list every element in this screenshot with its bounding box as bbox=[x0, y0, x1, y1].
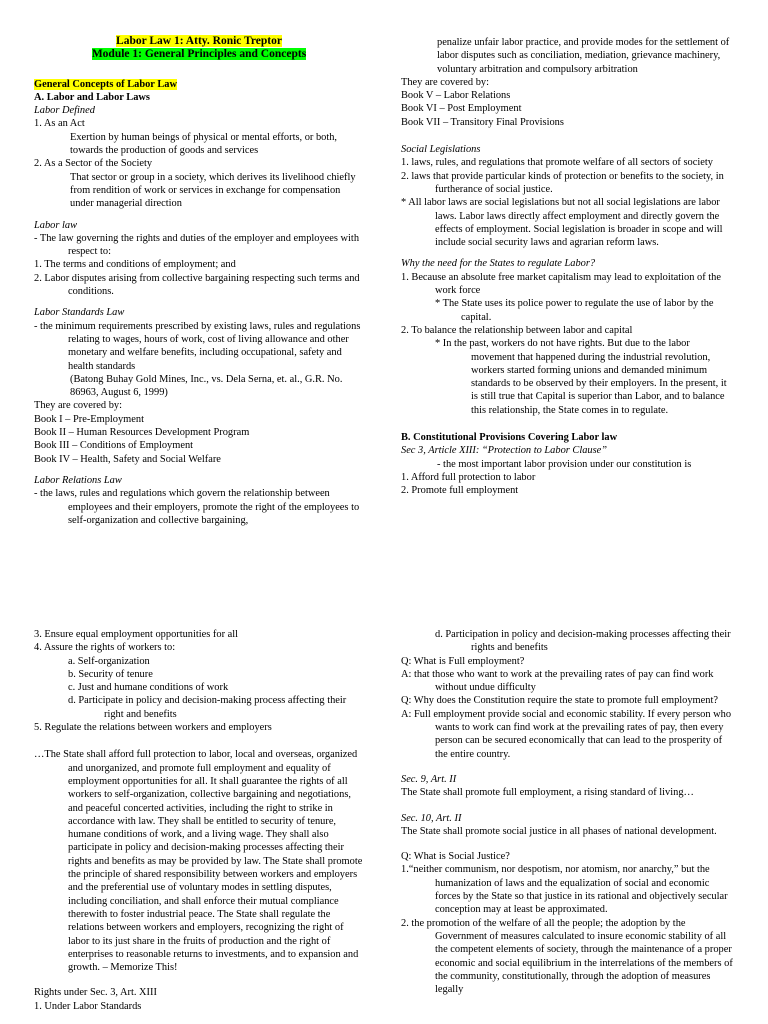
item-3: 3. Ensure equal employment opportunities for all bbox=[34, 629, 239, 640]
item-4d: d. Participate in policy and decision-making process affecting their right and benefits bbox=[68, 695, 347, 720]
labor-law-item-1: 1. The terms and conditions of employment; and bbox=[34, 259, 236, 271]
why-item-2-note: * In the past, workers do not have rights. But due to the labor movement that happened during the industrial revolution, workers started forming unions and demanded minimum standards to be observed by their employers. In the present, it is still true that Capital is superior than Labor, and to balance this relationship, the State comes in to regulate. bbox=[435, 338, 727, 416]
page1-right-column bbox=[401, 36, 735, 498]
labor-law-text: - The law governing the rights and duties of the employer and employees with respect to: bbox=[34, 232, 360, 258]
book-6: Book VI – Post Employment bbox=[401, 103, 522, 115]
item-4: 4. Assure the rights of workers to: bbox=[34, 642, 176, 654]
item-4c: c. Just and humane conditions of work bbox=[68, 682, 229, 694]
relations-law-text: - the laws, rules and regulations which govern the relationship between employees and their employers, promote the right of the employees to self-organization and collective bargaining, bbox=[34, 488, 360, 526]
section-a-heading: A. Labor and Labor Laws bbox=[34, 91, 150, 103]
answer-1: A: that those who want to work at the prevailing rates of pay can find work without undue difficulty bbox=[401, 668, 714, 694]
sec3-item-2: 2. Promote full employment bbox=[401, 485, 519, 497]
standards-law-heading: Labor Standards Law bbox=[34, 307, 125, 319]
social-leg-item-2: 2. laws that provide particular kinds of protection or benefits to the society, in furtherance of social justice. bbox=[401, 170, 724, 195]
social-justice-2: 2. the promotion of the welfare of all the people; the adoption by the Government of measures calculated to insure economic stability of all the competent elements of society, through the maintenance of a proper economic and social equilibrium in the interrelations of the members of the community, constitutionally, through the adoption of measures legally bbox=[401, 917, 733, 996]
labor-law-heading: Labor law bbox=[34, 219, 78, 231]
book-3: Book III – Conditions of Employment bbox=[34, 440, 194, 452]
item-4d-continued: d. Participation in policy and decision-making processes affecting their rights and benefits bbox=[435, 629, 731, 654]
doc-header bbox=[34, 35, 364, 62]
book-4: Book IV – Health, Safety and Social Welfare bbox=[34, 453, 221, 465]
why-item-1-note: * The State uses its police power to regulate the use of labor by the capital. bbox=[435, 298, 714, 323]
book-7: Book VII – Transitory Final Provisions bbox=[401, 116, 564, 128]
sec3-text: - the most important labor provision under our constitution is bbox=[437, 458, 692, 470]
section-b-heading: B. Constitutional Provisions Covering Labor law bbox=[401, 432, 618, 444]
sec9-heading: Sec. 9, Art. II bbox=[401, 773, 457, 785]
under-labor-standards: 1. Under Labor Standards bbox=[34, 1000, 142, 1012]
covered-by-label-2: They are covered by: bbox=[401, 76, 489, 88]
social-leg-note: * All labor laws are social legislations but not all social legislations are labor laws. Labor laws directly affect employment and directly govern the effects of employment. Social legislation is broader in scope and will include social security laws and agrarian reform laws. bbox=[401, 197, 723, 249]
book-2: Book II – Human Resources Development Program bbox=[34, 427, 250, 439]
labor-law-item-2: 2. Labor disputes arising from collective bargaining respecting such terms and conditions. bbox=[34, 272, 360, 298]
as-sector-text: That sector or group in a society, which derives its livelihood chiefly from rendition of work or services in exchange for compensation under managerial direction bbox=[70, 171, 356, 210]
sec10-text: The State shall promote social justice in all phases of national development. bbox=[401, 825, 717, 837]
item-4a: a. Self-organization bbox=[68, 655, 150, 667]
why-regulate-heading: Why the need for the States to regulate Labor? bbox=[401, 258, 596, 270]
as-act-item: 1. As an Act bbox=[34, 118, 85, 130]
social-leg-item-1: 1. laws, rules, and regulations that promote welfare of all sectors of society bbox=[401, 157, 713, 169]
sec3-heading: Sec 3, Article XIII: “Protection to Labor Clause” bbox=[401, 445, 608, 457]
general-concepts-heading: General Concepts of Labor Law bbox=[34, 78, 177, 90]
constitution-quote: …The State shall afford full protection to labor, local and overseas, organized and unorganized, and promote full employment and equality of employment opportunities for all. It shall guarantee the rights of all workers to self-organization, collective bargaining and negotiations, and peaceful concerted activities, including the right to strike in accordance with law. They shall be entitled to security of tenure, humane conditions of work, and a living wage. They shall also participate in policy and decision-making processes affecting their rights and benefits as may be provided by law. The State shall promote the principle of shared responsibility between workers and employers and the preferential use of voluntary modes in settling disputes, including conciliation, and shall enforce their mutual compliance therewith to foster industrial peace. The State shall regulate the relations between workers and employers, recognizing the right of labor to its just share in the fruits of production and the right of enterprises to reasonable returns to investments, and to expansion and growth. – Memorize This! bbox=[34, 749, 363, 974]
labor-defined-heading: Labor Defined bbox=[34, 105, 95, 117]
question-1: Q: What is Full employment? bbox=[401, 655, 525, 667]
relations-law-heading: Labor Relations Law bbox=[34, 474, 122, 486]
item-5: 5. Regulate the relations between workers and employers bbox=[34, 722, 272, 734]
doc-title: Labor Law 1: Atty. Ronic Treptor bbox=[116, 35, 282, 47]
why-item-2: 2. To balance the relationship between labor and capital bbox=[401, 324, 633, 336]
sec10-heading: Sec. 10, Art. II bbox=[401, 812, 462, 824]
why-item-1: 1. Because an absolute free market capitalism may lead to exploitation of the work force bbox=[401, 271, 721, 297]
social-legislations-heading: Social Legislations bbox=[401, 144, 481, 156]
sec3-item-1: 1. Afford full protection to labor bbox=[401, 471, 536, 483]
page2-left-column bbox=[34, 628, 366, 1013]
as-sector-item: 2. As a Sector of the Society bbox=[34, 158, 153, 170]
social-justice-1: 1.“neither communism, nor despotism, nor atomism, nor anarchy,” but the humanization of laws and the equalization of social and economic forces by the State so that justice in its rational and objectively secular conception may at least be approximated. bbox=[401, 864, 728, 916]
book-1: Book I – Pre-Employment bbox=[34, 413, 144, 425]
covered-by-label: They are covered by: bbox=[34, 400, 122, 412]
question-3: Q: What is Social Justice? bbox=[401, 851, 510, 863]
rights-under-sec3: Rights under Sec. 3, Art. XIII bbox=[34, 987, 157, 999]
item-4b: b. Security of tenure bbox=[68, 668, 153, 680]
standards-law-citation: (Batong Buhay Gold Mines, Inc., vs. Dela Serna, et. al., G.R. No. 86963, August 6, 1999) bbox=[70, 373, 343, 399]
answer-2: A: Full employment provide social and economic stability. If every person who wants to work can find work at the prevailing rates of pay, then every person can be secured economically that can lead to the prosperity of the entire country. bbox=[401, 708, 732, 760]
question-2: Q: Why does the Constitution require the state to promote full employment? bbox=[401, 695, 718, 707]
book-5: Book V – Labor Relations bbox=[401, 90, 511, 102]
page1-left-column bbox=[34, 35, 364, 527]
page2-right-column bbox=[401, 628, 735, 996]
module-title: Module 1: General Principles and Concepts bbox=[91, 48, 307, 61]
relations-law-continued: penalize unfair labor practice, and provide modes for the settlement of labor disputes such as conciliation, mediation, grievance machinery, voluntary arbitration and compulsory arbitration bbox=[437, 37, 730, 75]
standards-law-text: - the minimum requirements prescribed by existing laws, rules and regulations relating to wages, hours of work, cost of living allowance and other monetary and welfare benefits, including occupational, safety and health standards bbox=[34, 320, 361, 372]
sec9-text: The State shall promote full employment, a rising standard of living… bbox=[401, 787, 694, 799]
as-act-text: Exertion by human beings of physical or mental efforts, or both, towards the production of goods and services bbox=[70, 131, 338, 157]
